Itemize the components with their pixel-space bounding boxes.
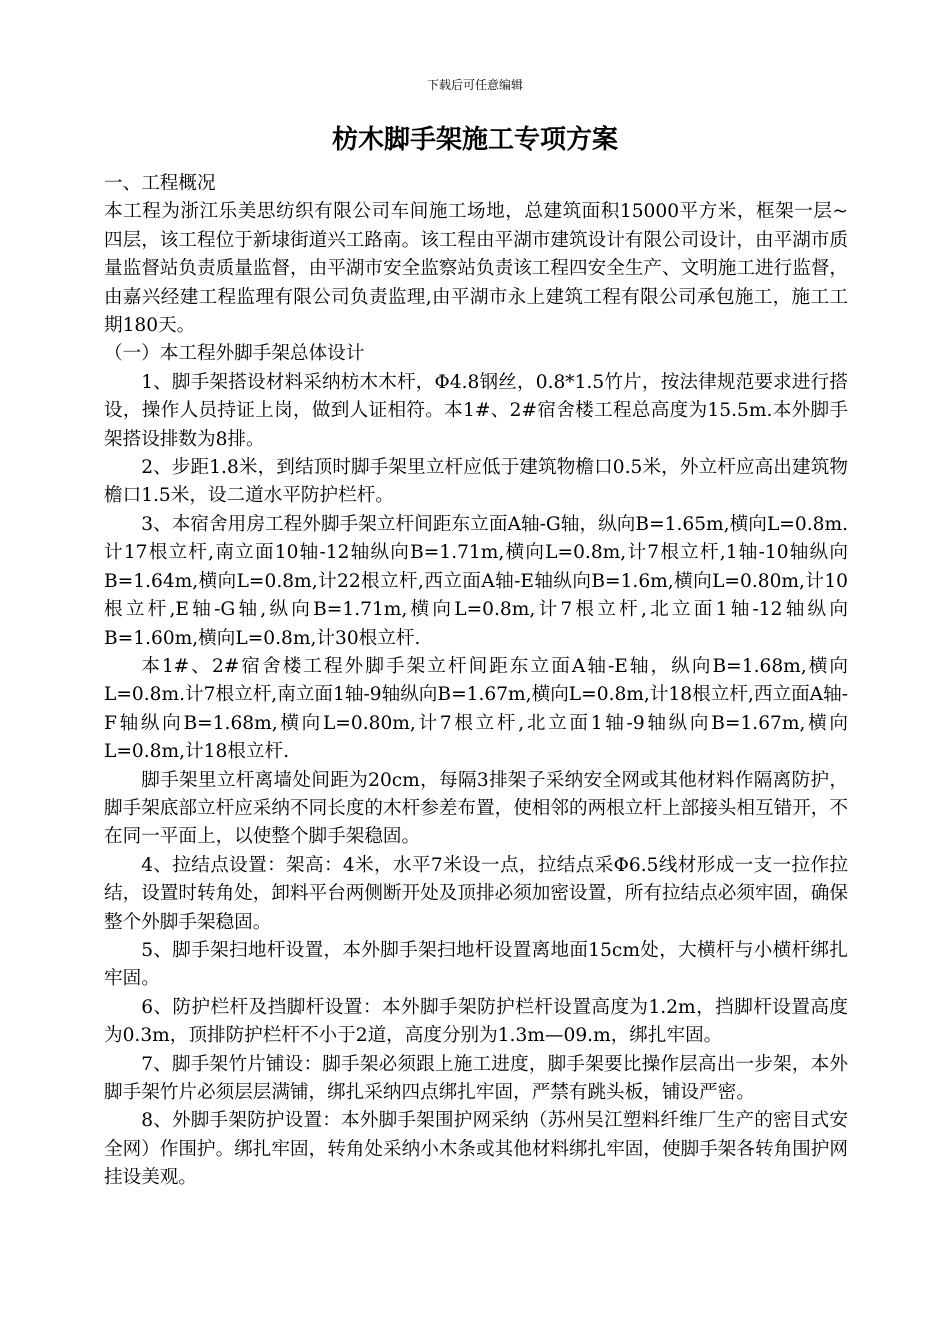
section-heading-scaffold-design: （一）本工程外脚手架总体设计 bbox=[104, 343, 365, 365]
paragraph-pole-spacing-dorm: 本1#、2#宿舍楼工程外脚手架立杆间距东立面A轴-E轴，纵向B=1.68m,横向L=0.8m.计7根立杆,南立面1轴-9轴纵向B=1.67m,横向L=0.8m,计18根立杆,西立面A轴-F轴纵向B=1.68m,横向L=0.80m,计7根立杆,北立面1轴-9轴纵向B=1.67m,横向L=0.8m,计18根立杆. bbox=[104, 655, 848, 763]
paragraph-bamboo-boards: 7、脚手架竹片铺设：脚手架必须跟上施工进度，脚手架要比操作层高出一步架，本外脚手架竹片必须层层满铺，绑扎采纳四点绑扎牢固，严禁有跳头板，铺设严密。 bbox=[104, 1053, 848, 1103]
header-note: 下载后可任意编辑 bbox=[426, 78, 523, 92]
paragraph-step-distance: 2、步距1.8米，到结顶时脚手架里立杆应低于建筑物檐口0.5米，外立杆应高出建筑物檐口1.5米，设二道水平防护栏杆。 bbox=[104, 457, 848, 507]
paragraph-overview: 本工程为浙江乐美思纺织有限公司车间施工场地，总建筑面积15000平方米，框架一层~四层，该工程位于新埭街道兴工路南。该工程由平湖市建筑设计有限公司设计，由平湖市质量监督站负责质量监督，由平湖市安全监察站负责该工程四安全生产、文明施工进行监督，由嘉兴经建工程监理有限公司负责监理,由平湖市永上建筑工程有限公司承包施工，施工工期180天。 bbox=[104, 201, 848, 337]
paragraph-materials: 1、脚手架搭设材料采纳枋木木杆，Φ4.8钢丝，0.8*1.5竹片，按法律规范要求进行搭设，操作人员持证上岗，做到人证相符。本1#、2#宿舍楼工程总高度为15.5m.本外脚手架搭设排数为8排。 bbox=[104, 371, 848, 450]
paragraph-guardrail: 6、防护栏杆及挡脚杆设置：本外脚手架防护栏杆设置高度为1.2m，挡脚杆设置高度为0.3m，顶排防护栏杆不小于2道，高度分别为1.3m—09.m，绑扎牢固。 bbox=[104, 996, 848, 1047]
paragraph-safety-net: 8、外脚手架防护设置：本外脚手架围护网采纳（苏州吴江塑料纤维厂生产的密目式安全网）作围护。绑扎牢固，转角处采纳小木条或其他材料绑扎牢固，使脚手架各转角围护网挂设美观。 bbox=[104, 1110, 848, 1189]
document-body bbox=[104, 170, 848, 1193]
paragraph-sweep-pole: 5、脚手架扫地杆设置，本外脚手架扫地杆设置离地面15cm处，大横杆与小横杆绑扎牢固。 bbox=[104, 939, 848, 990]
paragraph-pole-spacing-dorm-office: 3、本宿舍用房工程外脚手架立杆间距东立面A轴-G轴，纵向B=1.65m,横向L=0.8m.计17根立杆,南立面10轴-12轴纵向B=1.71m,横向L=0.8m,计7根立杆,1轴-10轴纵向B=1.64m,横向L=0.8m,计22根立杆,西立面A轴-E轴纵向B=1.6m,横向L=0.80m,计10根立杆,E轴-G轴,纵向B=1.71m,横向L=0.8m,计7根立杆,北立面1轴-12轴纵向B=1.60m,横向L=0.8m,计30根立杆. bbox=[104, 513, 848, 649]
document-title: 枋木脚手架施工专项方案 bbox=[331, 125, 618, 155]
section-heading-overview: 一、工程概况 bbox=[104, 173, 216, 194]
paragraph-tie-points: 4、拉结点设置：架高：4米，水平7米设一点，拉结点采Φ6.5线材形成一支一拉作拉结，设置时转角处，卸料平台两侧断开处及顶排必须加密设置，所有拉结点必须牢固，确保整个外脚手架稳固。 bbox=[104, 854, 848, 933]
paragraph-wall-distance: 脚手架里立杆离墙处间距为20cm，每隔3排架子采纳安全网或其他材料作隔离防护，脚手架底部立杆应采纳不同长度的木杆参差布置，使相邻的两根立杆上部接头相互错开，不在同一平面上，以使整个脚手架稳固。 bbox=[104, 769, 848, 848]
